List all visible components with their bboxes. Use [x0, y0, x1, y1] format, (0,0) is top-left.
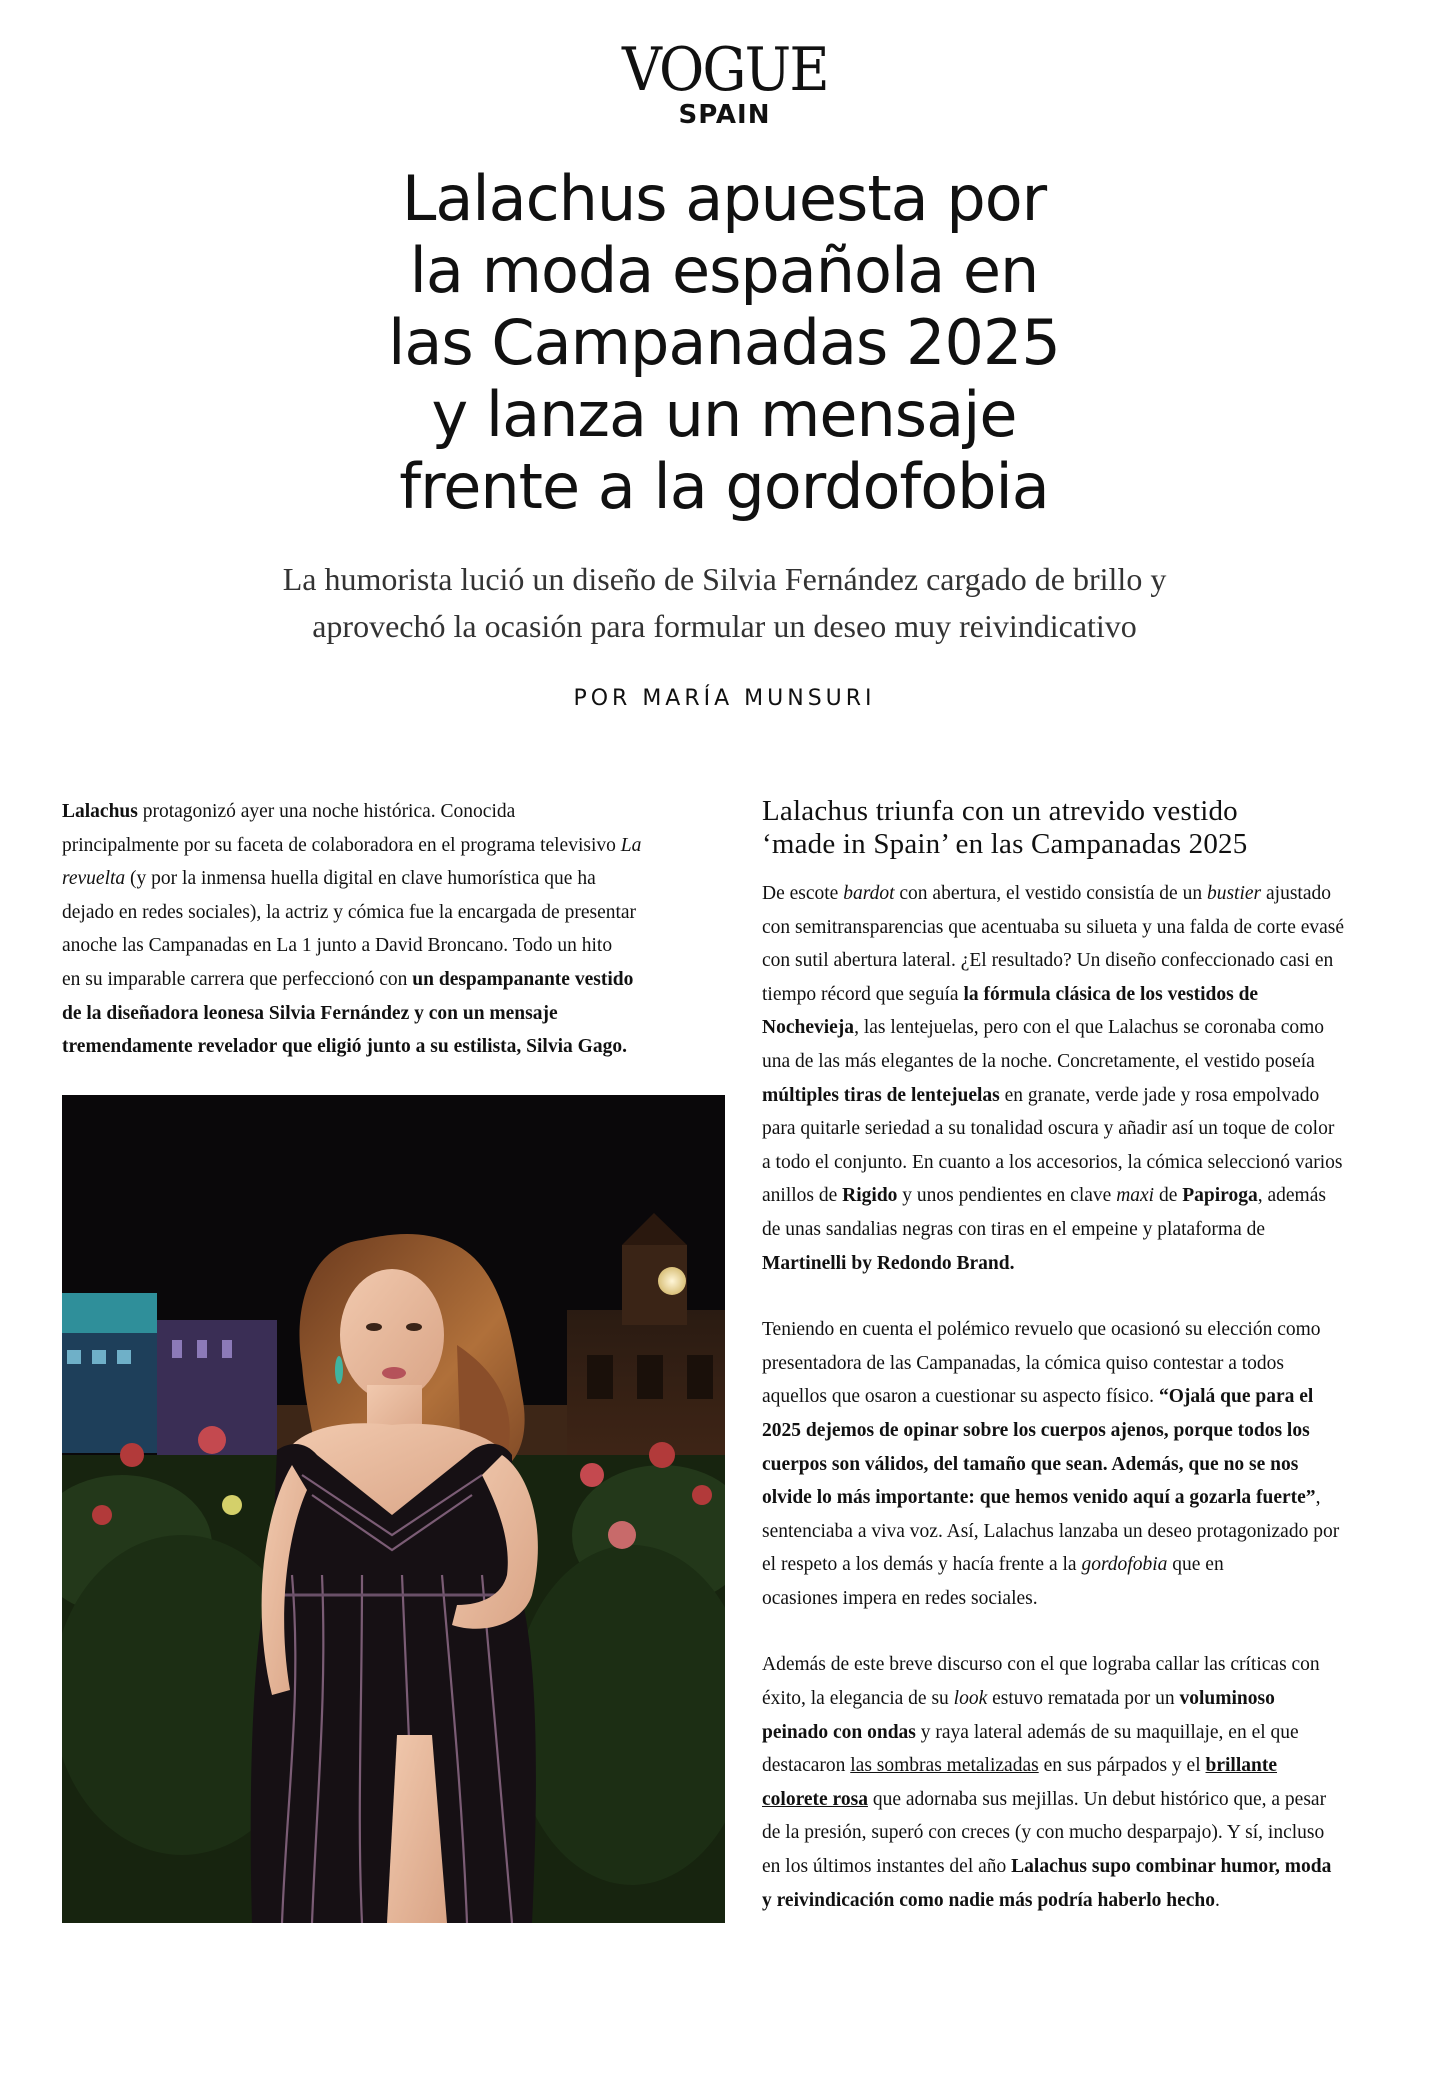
- text: destacaron: [762, 1755, 851, 1777]
- bold-text: la fórmula clásica de los vestidos de: [963, 983, 1259, 1005]
- text-line: de la presión, superó con creces (y con mucho desparpajo). Y sí, incluso: [762, 1822, 1325, 1844]
- italic-text: La: [620, 834, 642, 856]
- text-line: con semitransparencias que acentuaba su silueta y una falda de corte evasé: [762, 916, 1345, 938]
- dek: [200, 556, 1249, 650]
- text: De escote: [762, 883, 844, 904]
- text: ajustado: [1261, 883, 1331, 904]
- text: con abertura, el vestido consistía de un: [894, 883, 1207, 904]
- bold-text: Nochevieja: [762, 1017, 855, 1039]
- headline-line: frente a la gordofobia: [399, 450, 1049, 523]
- headline-line: y lanza un mensaje: [431, 378, 1017, 451]
- article-photo: [62, 1095, 725, 1923]
- text: el respeto a los demás y hacía frente a la: [762, 1554, 1082, 1576]
- paragraph-beauty: [762, 1648, 1412, 1917]
- dek-line: aprovechó la ocasión para formular un deseo muy reivindicativo: [312, 608, 1137, 644]
- section-subhead: [762, 795, 1412, 861]
- text: que en: [1167, 1554, 1224, 1576]
- text: , las lentejuelas, pero con el que Lalachus se coronaba como: [854, 1017, 1325, 1039]
- text-line: dejado en redes sociales), la actriz y cómica fue la encargada de presentar: [62, 901, 637, 923]
- headline: [300, 163, 1148, 523]
- bold-text: olvide lo más importante: que hemos venido aquí a gozarla fuerte”: [762, 1487, 1316, 1509]
- text: principalmente por su faceta de colaboradora en el programa televisivo: [62, 834, 621, 856]
- text-line: una de las más elegantes de la noche. Concretamente, el vestido poseía: [762, 1050, 1315, 1072]
- text: (y por la inmensa huella digital en clave humorística que ha: [125, 868, 596, 890]
- masthead: [0, 35, 1449, 130]
- byline[interactable]: POR MARÍA MUNSURI: [573, 686, 876, 711]
- text: estuvo rematada por un: [987, 1688, 1180, 1710]
- intro-paragraph: [62, 795, 702, 1064]
- text-line: Teniendo en cuenta el polémico revuelo que ocasionó su elección como: [762, 1319, 1321, 1341]
- pink-blush-link[interactable]: colorete rosa: [762, 1788, 868, 1810]
- bold-text: Martinelli by Redondo Brand.: [762, 1252, 1015, 1274]
- text: de: [1154, 1185, 1183, 1207]
- text-line: Además de este breve discurso con el que lograba callar las críticas con: [762, 1654, 1320, 1676]
- text: protagonizó ayer una noche histórica. Conocida: [137, 801, 516, 822]
- text: anillos de: [762, 1185, 843, 1207]
- paragraph-message: [762, 1313, 1412, 1615]
- text-line: de unas sandalias negras con tiras en el empeine y plataforma de: [762, 1218, 1266, 1240]
- bold-text: “Ojalá que para el: [1158, 1386, 1314, 1408]
- text: y unos pendientes en clave: [897, 1185, 1117, 1207]
- bold-text: Rigido: [842, 1185, 898, 1207]
- paragraph-dress: [762, 877, 1412, 1280]
- text: en granate, verde jade y rosa empolvado: [999, 1084, 1320, 1106]
- text-line: a todo el conjunto. En cuanto a los accesorios, la cómica seleccionó varios: [762, 1151, 1343, 1173]
- bold-text: y reivindicación como nadie más podría haberlo hecho: [762, 1889, 1216, 1911]
- text: que adornaba sus mejillas. Un debut histórico que, a pesar: [867, 1788, 1327, 1810]
- text: ,: [1315, 1487, 1321, 1509]
- italic-text: bardot: [843, 883, 895, 904]
- bold-text: tremendamente revelador que eligió junto a su estilista, Silvia Gago.: [62, 1036, 627, 1058]
- italic-text: gordofobia: [1081, 1554, 1168, 1576]
- dek-line: La humorista lució un diseño de Silvia Fernández cargado de brillo y: [282, 561, 1167, 597]
- bold-text: voluminoso: [1179, 1688, 1275, 1710]
- text: aquellos que osaron a cuestionar su aspecto físico.: [762, 1386, 1159, 1408]
- text-line: con sutil abertura lateral. ¿El resultado? Un diseño confeccionado casi en: [762, 950, 1334, 972]
- text-line: presentadora de las Campanadas, la cómica quiso contestar a todos: [762, 1352, 1284, 1374]
- headline-line: Lalachus apuesta por: [401, 162, 1047, 235]
- bold-text: Lalachus supo combinar humor, moda: [1011, 1856, 1332, 1878]
- subhead-line: Lalachus triunfa con un atrevido vestido: [762, 795, 1238, 827]
- italic-text: revuelta: [62, 868, 126, 890]
- headline-line: la moda española en: [409, 234, 1039, 307]
- bold-text: múltiples tiras de lentejuelas: [762, 1084, 1000, 1106]
- italic-text: look: [953, 1688, 988, 1710]
- text-line: anoche las Campanadas en La 1 junto a David Broncano. Todo un hito: [62, 935, 613, 957]
- text-line: para quitarle seriedad a su tonalidad oscura y añadir así un toque de color: [762, 1118, 1335, 1140]
- bold-text: Lalachus: [62, 801, 138, 822]
- bold-text: un despampanante vestido: [412, 968, 634, 990]
- bold-text: de la diseñadora leonesa Silvia Fernández y con un mensaje: [62, 1002, 558, 1024]
- text: en los últimos instantes del año: [762, 1856, 1012, 1878]
- text: tiempo récord que seguía: [762, 983, 964, 1005]
- text: , además: [1257, 1185, 1326, 1207]
- bold-text: peinado con ondas: [762, 1721, 916, 1743]
- text-line: sentenciaba a viva voz. Así, Lalachus lanzaba un deseo protagonizado por: [762, 1520, 1340, 1542]
- edition-label: SPAIN: [678, 100, 771, 130]
- vogue-logo[interactable]: VOGUE: [621, 35, 828, 105]
- bold-text: 2025 dejemos de opinar sobre los cuerpos ajenos, porque todos los: [762, 1419, 1310, 1441]
- text: éxito, la elegancia de su: [762, 1688, 954, 1710]
- text-line: ocasiones impera en redes sociales.: [762, 1587, 1038, 1609]
- bold-text: Papiroga: [1182, 1185, 1258, 1207]
- text: en su imparable carrera que perfeccionó con: [62, 968, 413, 990]
- bold-text: cuerpos son válidos, del tamaño que sean. Además, que no se nos: [762, 1453, 1299, 1475]
- italic-text: bustier: [1206, 883, 1262, 904]
- text: y raya lateral además de su maquillaje, en el que: [915, 1721, 1299, 1743]
- right-column: [762, 795, 1412, 1950]
- metallic-shadows-link[interactable]: las sombras metalizadas: [850, 1755, 1039, 1777]
- text: en sus párpados y el: [1038, 1755, 1206, 1777]
- text: .: [1215, 1889, 1220, 1911]
- subhead-line: ‘made in Spain’ en las Campanadas 2025: [762, 828, 1248, 860]
- italic-text: maxi: [1116, 1185, 1155, 1207]
- pink-blush-link[interactable]: brillante: [1205, 1755, 1278, 1777]
- photo-illustration: [62, 1095, 725, 1923]
- headline-line: las Campanadas 2025: [388, 306, 1060, 379]
